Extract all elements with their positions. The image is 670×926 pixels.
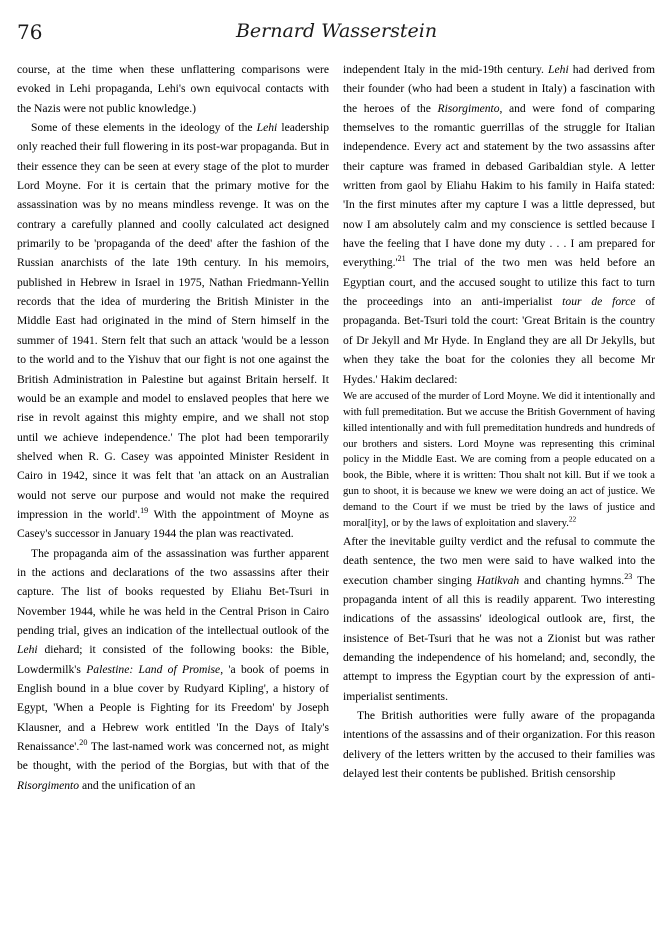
- page-number: 76: [17, 20, 43, 44]
- paragraph: The British authorities were fully aware of the propaganda intentions of the assassins and of their organization. For this reason delivery of the letters written by the accused to their families was delayed lest their contents be published. British censorship: [343, 709, 655, 781]
- paragraph: After the inevitable guilty verdict and the refusal to commute the death sentence, the two men were said to have walked into the execution chamber singing Hatikvah and chanting hymns.$^{23}$ The propaganda intent of all this is readily apparent. Two interesting indications of the assassins' ideological outlook are, first, the insistence of Bet-Tsuri that he was not a Zionist but was rather demanding the independence of his homeland; and, secondly, the attempt to impress the Egyptian court by the expression of anti-imperialist sentiments.: [343, 535, 655, 703]
- text-columns: [17, 60, 656, 795]
- paragraph: course, at the time when these unflattering comparisons were evoked in Lehi propaganda, Lehi's own equivocal contacts with the Nazis were not public knowledge.): [17, 63, 329, 115]
- page-header: [17, 20, 656, 50]
- paragraph: independent Italy in the mid-19th century. Lehi had derived from their founder (who had been a student in Italy) a fascination with the heroes of the Risorgimento, and were fond of comparing themselves to the romantic guerrillas of the struggle for Italian independence. Every act and statement by the two assassins after their capture was framed in debased Garibaldian style. A letter written from gaol by Eliahu Hakim to his family in Haifa stated: 'In the first minutes after my capture I was a little depressed, but now I am absolutely calm and my conscience is settled because I have the feeling that I have done my duty . . . I am prepared for $everything.'^{21}$ The trial of the two men was held before an Egyptian court, and the accused sought to utilize this fact to turn the proceedings into an anti-imperialist tour de force of propaganda. Bet-Tsuri told the court: 'Great Britain is the country of Dr Jekyll and Mr Hyde. In England they are all Dr Jekylls, but when they take the boat for the colonies they all become Mr Hydes.' Hakim declared:: [343, 63, 656, 386]
- footnote-ref: 19: [140, 506, 149, 516]
- paragraph: Some of these elements in the ideology of the Lehi leadership only reached their full flowering in its post-war propaganda. But in their essence they can be seen at every stage of the plot to murder Lord Moyne. For it is certain that the primary motive for the assassination was by no means mindless revenge. It was on the contrary a carefully planned and coolly calculated act designed primarily to be 'propaganda of the deed' after the fashion of the Russian anarchists of the late 19th century. In his memoirs, published in Hebrew in Israel in 1975, Nathan Friedmann-Yellin records that the idea of murdering the British Minister in the Middle East had originated in the mind of Stern himself in the summer of 1941. Stern felt that such an attack 'would be a lesson to the world and to the Yishuv that our fight is not one against the British Administration in Palestine but against Britain herself. It would be an example and model to enslaved peoples that here we rise in revolt against this mighty empire, and we shall not stop until we achieve independence.' The plot had been temporarily shelved when R. G. Casey was appointed Minister Resident in Cairo in 1942, since it was felt that 'an attack on an Australian would not serve our purpose and would not make the required impression in the world'.$^{19}$ With the appointment of Moyne as Casey's successor in January 1944 the plan was reactivated.: [17, 121, 330, 541]
- left-column: [17, 60, 329, 795]
- footnote-ref: 22: [568, 514, 577, 524]
- right-column: [343, 60, 655, 795]
- paragraph: The propaganda aim of the assassination was further apparent in the actions and declarations of the two assassins after their capture. The list of books requested by Eliahu Bet-Tsuri in November 1944, while he was held in the Central Prison in Cairo pending trial, gives an indication of the intellectual outlook of the Lehi diehard; it consisted of the following books: the Bible, Lowdermilk's Palestine: Land of Promise, 'a book of poems in English bound in a blue cover by Rudyard Kipling', a history of Egypt, 'When a People is Fighting for its Freedom' by Joseph Klausner, and a Hebrew work entitled 'In the Days of Italy's Renaissance'.$^{20}$ The last-named work was concerned not, as might be thought, with the period of the Borgias, but with that of the Risorgimento and the unification of an: [17, 546, 329, 792]
- running-head: Bernard Wasserstein: [235, 20, 438, 42]
- block-quote: We are accused of the murder of Lord Moyne. We did it intentionally and with full premeditation. But we accuse the British Government of having killed intentionally and with full premeditation hundreds and hundreds of our brothers and sisters. Lord Moyne was representing this criminal policy in the Middle East. We are coming from a people educated on a book, the Bible, where it is written: Thou shalt not kill. But if we took a gun to shoot, it is because we knew we were doing an act of justice. We demand to the Court if we must be tried by the laws of justice and moral[ity], or by the laws of exploitation and slavery.$^{22}$: [343, 390, 655, 530]
- footnote-ref: 21: [397, 254, 406, 264]
- footnote-ref: 20: [79, 738, 88, 748]
- footnote-ref: 23: [624, 571, 633, 581]
